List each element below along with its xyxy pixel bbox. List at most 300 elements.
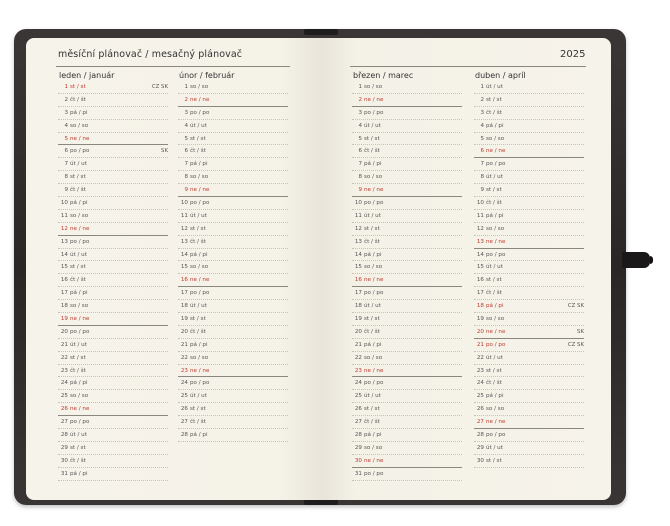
day-number: 19 bbox=[180, 316, 188, 323]
day-row[interactable] bbox=[474, 287, 584, 300]
weekday-label: st / st bbox=[190, 225, 206, 232]
weekday-label: čt / št bbox=[486, 290, 502, 297]
weekday-label: út / ut bbox=[486, 264, 503, 271]
weekday-label: pá / pi bbox=[364, 432, 382, 439]
weekday-label: po / po bbox=[190, 200, 210, 207]
day-number: 14 bbox=[60, 251, 68, 258]
weekday-label: so / so bbox=[486, 406, 505, 413]
day-number: 12 bbox=[180, 225, 188, 232]
weekday-label: st / st bbox=[70, 264, 86, 271]
day-row[interactable] bbox=[58, 120, 168, 133]
day-number: 4 bbox=[184, 122, 188, 129]
day-row[interactable] bbox=[474, 223, 584, 236]
weekday-label: út / ut bbox=[486, 84, 503, 90]
day-row[interactable] bbox=[58, 223, 168, 236]
day-number: 3 bbox=[64, 109, 68, 116]
day-row[interactable] bbox=[352, 184, 462, 197]
day-row[interactable] bbox=[352, 145, 462, 158]
day-row[interactable] bbox=[474, 120, 584, 133]
weekday-label: ne / ne bbox=[190, 277, 210, 284]
day-number: 18 bbox=[180, 303, 188, 310]
weekday-label: so / so bbox=[364, 444, 383, 451]
day-row[interactable] bbox=[58, 468, 168, 481]
weekday-label: út / ut bbox=[486, 354, 503, 361]
bookmark-ribbon bbox=[622, 252, 650, 268]
weekday-label: so / so bbox=[70, 393, 89, 400]
day-row[interactable] bbox=[474, 352, 584, 365]
day-row[interactable] bbox=[352, 403, 462, 416]
day-row[interactable] bbox=[352, 313, 462, 326]
month-column bbox=[352, 70, 462, 481]
day-row[interactable] bbox=[178, 158, 288, 171]
day-row[interactable] bbox=[352, 107, 462, 120]
day-number: 13 bbox=[180, 238, 188, 245]
day-row[interactable] bbox=[178, 94, 288, 107]
day-row[interactable] bbox=[474, 145, 584, 158]
day-row[interactable] bbox=[352, 377, 462, 390]
day-number: 23 bbox=[354, 367, 362, 374]
day-row[interactable] bbox=[474, 429, 584, 442]
day-number: 9 bbox=[64, 187, 68, 194]
day-row[interactable] bbox=[178, 236, 288, 249]
day-row[interactable] bbox=[58, 94, 168, 107]
day-row[interactable] bbox=[352, 120, 462, 133]
weekday-label: pá / pi bbox=[364, 341, 382, 348]
day-number: 3 bbox=[480, 109, 484, 116]
day-row[interactable] bbox=[352, 261, 462, 274]
day-row[interactable] bbox=[178, 287, 288, 300]
day-row[interactable] bbox=[352, 197, 462, 210]
day-row[interactable] bbox=[474, 300, 584, 313]
day-row[interactable] bbox=[178, 81, 288, 94]
day-number: 7 bbox=[480, 161, 484, 168]
day-row[interactable] bbox=[58, 158, 168, 171]
day-row[interactable] bbox=[352, 274, 462, 287]
weekday-label: st / st bbox=[486, 367, 502, 374]
weekday-label: st / st bbox=[70, 354, 86, 361]
day-row[interactable] bbox=[178, 145, 288, 158]
day-row[interactable] bbox=[178, 171, 288, 184]
day-row[interactable] bbox=[178, 416, 288, 429]
day-row[interactable] bbox=[474, 326, 584, 339]
day-number: 8 bbox=[358, 174, 362, 181]
day-row[interactable] bbox=[352, 429, 462, 442]
day-row[interactable] bbox=[58, 197, 168, 210]
day-row[interactable] bbox=[58, 313, 168, 326]
month-column bbox=[178, 70, 288, 442]
day-row[interactable] bbox=[474, 455, 584, 468]
weekday-label: ne / ne bbox=[190, 187, 210, 194]
day-row[interactable] bbox=[58, 107, 168, 120]
day-number: 5 bbox=[358, 135, 362, 142]
day-row[interactable] bbox=[352, 287, 462, 300]
day-row[interactable] bbox=[352, 365, 462, 378]
day-row[interactable] bbox=[178, 274, 288, 287]
day-number: 24 bbox=[180, 380, 188, 387]
day-row[interactable] bbox=[178, 184, 288, 197]
day-number: 16 bbox=[354, 277, 362, 284]
day-row[interactable] bbox=[178, 403, 288, 416]
day-row[interactable] bbox=[178, 300, 288, 313]
day-row[interactable] bbox=[474, 184, 584, 197]
day-row[interactable] bbox=[352, 171, 462, 184]
weekday-label: pá / pi bbox=[486, 393, 504, 400]
day-row[interactable] bbox=[352, 94, 462, 107]
day-row[interactable] bbox=[58, 184, 168, 197]
day-row[interactable] bbox=[352, 390, 462, 403]
day-number: 17 bbox=[60, 290, 68, 297]
weekday-label: út / ut bbox=[70, 161, 87, 168]
day-row[interactable] bbox=[178, 326, 288, 339]
weekday-label: st / st bbox=[70, 444, 86, 451]
day-row[interactable] bbox=[58, 300, 168, 313]
day-row[interactable] bbox=[178, 390, 288, 403]
day-row[interactable] bbox=[178, 261, 288, 274]
day-row[interactable] bbox=[58, 365, 168, 378]
day-number: 1 bbox=[480, 84, 484, 90]
day-number: 15 bbox=[180, 264, 188, 271]
weekday-label: pá / pi bbox=[364, 251, 382, 258]
weekday-label: út / ut bbox=[70, 341, 87, 348]
elastic-strap-top bbox=[304, 29, 338, 35]
weekday-label: st / st bbox=[486, 277, 502, 284]
day-row[interactable] bbox=[178, 210, 288, 223]
day-number: 2 bbox=[358, 96, 362, 103]
day-number: 3 bbox=[358, 109, 362, 116]
day-number: 10 bbox=[354, 200, 362, 207]
day-number: 8 bbox=[64, 174, 68, 181]
day-number: 25 bbox=[476, 393, 484, 400]
day-number: 26 bbox=[354, 406, 362, 413]
day-number: 29 bbox=[476, 444, 484, 451]
day-row[interactable] bbox=[58, 274, 168, 287]
day-row[interactable] bbox=[352, 326, 462, 339]
day-row[interactable] bbox=[58, 403, 168, 416]
weekday-label: ne / ne bbox=[364, 457, 384, 464]
day-row[interactable] bbox=[58, 81, 168, 94]
weekday-label: út / ut bbox=[486, 444, 503, 451]
weekday-label: po / po bbox=[190, 109, 210, 116]
day-row[interactable] bbox=[474, 313, 584, 326]
day-row[interactable] bbox=[178, 249, 288, 262]
day-number: 30 bbox=[476, 457, 484, 464]
day-row[interactable] bbox=[474, 261, 584, 274]
day-row[interactable] bbox=[178, 223, 288, 236]
weekday-label: st / st bbox=[190, 316, 206, 323]
weekday-label: ne / ne bbox=[364, 277, 384, 284]
day-row[interactable] bbox=[474, 210, 584, 223]
day-number: 5 bbox=[184, 135, 188, 142]
weekday-label: ne / ne bbox=[364, 367, 384, 374]
weekday-label: pá / pi bbox=[364, 161, 382, 168]
day-row[interactable] bbox=[58, 171, 168, 184]
weekday-label: ne / ne bbox=[364, 187, 384, 194]
weekday-label: ne / ne bbox=[190, 367, 210, 374]
day-row[interactable] bbox=[178, 365, 288, 378]
weekday-label: ne / ne bbox=[70, 406, 90, 413]
day-number: 2 bbox=[480, 96, 484, 103]
weekday-label: ne / ne bbox=[70, 225, 90, 232]
day-row[interactable] bbox=[474, 107, 584, 120]
day-number: 27 bbox=[60, 419, 68, 426]
day-row[interactable] bbox=[352, 133, 462, 146]
weekday-label: út / ut bbox=[70, 432, 87, 439]
weekday-label: út / ut bbox=[190, 393, 207, 400]
day-row[interactable] bbox=[474, 403, 584, 416]
day-number: 31 bbox=[60, 470, 68, 477]
day-row[interactable] bbox=[58, 352, 168, 365]
day-row[interactable] bbox=[352, 236, 462, 249]
weekday-label: st / st bbox=[190, 406, 206, 413]
day-number: 20 bbox=[60, 328, 68, 335]
day-number: 6 bbox=[480, 148, 484, 155]
day-row[interactable] bbox=[58, 429, 168, 442]
weekday-label: so / so bbox=[70, 212, 89, 219]
day-row[interactable] bbox=[352, 442, 462, 455]
day-number: 20 bbox=[354, 328, 362, 335]
day-row[interactable] bbox=[58, 326, 168, 339]
weekday-label: po / po bbox=[190, 380, 210, 387]
day-row[interactable] bbox=[178, 339, 288, 352]
day-row[interactable] bbox=[178, 197, 288, 210]
day-row[interactable] bbox=[474, 249, 584, 262]
day-number: 9 bbox=[480, 187, 484, 194]
day-number: 14 bbox=[354, 251, 362, 258]
day-row[interactable] bbox=[352, 223, 462, 236]
weekday-label: čt / št bbox=[486, 200, 502, 207]
weekday-label: po / po bbox=[486, 432, 506, 439]
day-number: 9 bbox=[358, 187, 362, 194]
weekday-label: ne / ne bbox=[190, 96, 210, 103]
day-row[interactable] bbox=[178, 107, 288, 120]
day-number: 23 bbox=[476, 367, 484, 374]
day-row[interactable] bbox=[178, 352, 288, 365]
weekday-label: čt / št bbox=[70, 367, 86, 374]
day-number: 7 bbox=[64, 161, 68, 168]
day-row[interactable] bbox=[474, 81, 584, 94]
day-number: 13 bbox=[354, 238, 362, 245]
day-number: 10 bbox=[180, 200, 188, 207]
day-number: 10 bbox=[476, 200, 484, 207]
day-number: 28 bbox=[180, 432, 188, 439]
bookmark-ribbon-tip bbox=[650, 256, 653, 264]
day-number: 11 bbox=[60, 212, 68, 219]
day-number: 14 bbox=[180, 251, 188, 258]
day-row[interactable] bbox=[178, 133, 288, 146]
day-number: 11 bbox=[354, 212, 362, 219]
holiday-note: SK bbox=[161, 148, 168, 155]
weekday-label: út / ut bbox=[190, 212, 207, 219]
weekday-label: čt / št bbox=[190, 328, 206, 335]
weekday-label: pá / pi bbox=[486, 212, 504, 219]
day-number: 24 bbox=[60, 380, 68, 387]
weekday-label: st / st bbox=[364, 135, 380, 142]
weekday-label: st / st bbox=[190, 135, 206, 142]
day-row[interactable] bbox=[352, 352, 462, 365]
day-row[interactable] bbox=[474, 390, 584, 403]
day-row[interactable] bbox=[474, 442, 584, 455]
day-row[interactable] bbox=[58, 261, 168, 274]
day-row[interactable] bbox=[352, 300, 462, 313]
month-heading: leden / január bbox=[59, 71, 115, 80]
day-row[interactable] bbox=[474, 158, 584, 171]
day-row[interactable] bbox=[352, 210, 462, 223]
day-number: 22 bbox=[60, 354, 68, 361]
day-number: 25 bbox=[180, 393, 188, 400]
day-row[interactable] bbox=[58, 287, 168, 300]
day-number: 23 bbox=[180, 367, 188, 374]
month-heading: duben / apríl bbox=[475, 71, 526, 80]
day-number: 28 bbox=[60, 432, 68, 439]
day-number: 1 bbox=[358, 84, 362, 90]
day-row[interactable] bbox=[178, 120, 288, 133]
holiday-note: CZ SK bbox=[151, 84, 168, 90]
weekday-label: čt / št bbox=[364, 148, 380, 155]
day-number: 19 bbox=[476, 316, 484, 323]
weekday-label: so / so bbox=[364, 354, 383, 361]
weekday-label: po / po bbox=[364, 380, 384, 387]
day-number: 9 bbox=[184, 187, 188, 194]
day-row[interactable] bbox=[178, 429, 288, 442]
weekday-label: so / so bbox=[190, 174, 209, 181]
weekday-label: st / st bbox=[364, 225, 380, 232]
day-number: 5 bbox=[480, 135, 484, 142]
weekday-label: so / so bbox=[190, 354, 209, 361]
day-number: 2 bbox=[184, 96, 188, 103]
weekday-label: čt / št bbox=[364, 238, 380, 245]
day-number: 18 bbox=[354, 303, 362, 310]
weekday-label: po / po bbox=[70, 148, 90, 155]
weekday-label: po / po bbox=[364, 200, 384, 207]
weekday-label: st / st bbox=[70, 84, 86, 90]
weekday-label: ne / ne bbox=[364, 96, 384, 103]
day-number: 23 bbox=[60, 367, 68, 374]
day-number: 2 bbox=[64, 96, 68, 103]
day-row[interactable] bbox=[178, 377, 288, 390]
weekday-label: pá / pi bbox=[70, 200, 88, 207]
day-number: 21 bbox=[180, 341, 188, 348]
day-row[interactable] bbox=[474, 365, 584, 378]
weekday-label: út / ut bbox=[486, 174, 503, 181]
day-row[interactable] bbox=[474, 236, 584, 249]
day-number: 16 bbox=[180, 277, 188, 284]
weekday-label: so / so bbox=[70, 122, 89, 129]
day-number: 26 bbox=[180, 406, 188, 413]
weekday-label: po / po bbox=[190, 290, 210, 297]
day-number: 13 bbox=[60, 238, 68, 245]
day-row[interactable] bbox=[58, 455, 168, 468]
day-row[interactable] bbox=[58, 390, 168, 403]
weekday-label: pá / pi bbox=[70, 380, 88, 387]
weekday-label: čt / št bbox=[364, 328, 380, 335]
day-row[interactable] bbox=[58, 442, 168, 455]
day-row[interactable] bbox=[58, 416, 168, 429]
day-row[interactable] bbox=[58, 236, 168, 249]
weekday-label: so / so bbox=[364, 174, 383, 181]
day-number: 20 bbox=[476, 328, 484, 335]
day-row[interactable] bbox=[352, 249, 462, 262]
day-number: 19 bbox=[60, 316, 68, 323]
weekday-label: st / st bbox=[486, 457, 502, 464]
year-label: 2025 bbox=[560, 49, 586, 60]
day-number: 15 bbox=[354, 264, 362, 271]
day-number: 4 bbox=[64, 122, 68, 129]
weekday-label: so / so bbox=[190, 84, 209, 90]
weekday-label: ne / ne bbox=[486, 328, 506, 335]
weekday-label: po / po bbox=[364, 290, 384, 297]
weekday-label: pá / pi bbox=[190, 161, 208, 168]
weekday-label: so / so bbox=[486, 316, 505, 323]
day-row[interactable] bbox=[474, 171, 584, 184]
weekday-label: po / po bbox=[364, 470, 384, 477]
day-number: 22 bbox=[180, 354, 188, 361]
day-row[interactable] bbox=[58, 377, 168, 390]
day-number: 17 bbox=[180, 290, 188, 297]
day-number: 6 bbox=[184, 148, 188, 155]
day-number: 28 bbox=[476, 432, 484, 439]
weekday-label: pá / pi bbox=[70, 290, 88, 297]
day-row[interactable] bbox=[352, 468, 462, 481]
day-row[interactable] bbox=[352, 339, 462, 352]
weekday-label: ne / ne bbox=[70, 135, 90, 142]
day-number: 12 bbox=[354, 225, 362, 232]
weekday-label: so / so bbox=[364, 84, 383, 90]
weekday-label: po / po bbox=[70, 238, 90, 245]
day-number: 6 bbox=[64, 148, 68, 155]
day-number: 1 bbox=[184, 84, 188, 90]
weekday-label: út / ut bbox=[70, 251, 87, 258]
day-number: 27 bbox=[476, 419, 484, 426]
weekday-label: pá / pi bbox=[190, 341, 208, 348]
weekday-label: čt / št bbox=[486, 109, 502, 116]
day-row[interactable] bbox=[58, 210, 168, 223]
weekday-label: po / po bbox=[486, 161, 506, 168]
weekday-label: po / po bbox=[70, 419, 90, 426]
day-row[interactable] bbox=[352, 416, 462, 429]
day-row[interactable] bbox=[474, 377, 584, 390]
day-row[interactable] bbox=[474, 416, 584, 429]
day-number: 6 bbox=[358, 148, 362, 155]
day-row[interactable] bbox=[352, 81, 462, 94]
weekday-label: út / ut bbox=[364, 212, 381, 219]
weekday-label: pá / pi bbox=[70, 470, 88, 477]
holiday-note: CZ SK bbox=[567, 341, 584, 348]
day-row[interactable] bbox=[474, 94, 584, 107]
day-row[interactable] bbox=[474, 133, 584, 146]
day-row[interactable] bbox=[474, 274, 584, 287]
day-row[interactable] bbox=[352, 455, 462, 468]
day-row[interactable] bbox=[58, 133, 168, 146]
day-row[interactable] bbox=[178, 313, 288, 326]
day-number: 27 bbox=[180, 419, 188, 426]
day-row[interactable] bbox=[58, 339, 168, 352]
day-number: 21 bbox=[354, 341, 362, 348]
day-row[interactable] bbox=[474, 197, 584, 210]
day-number: 18 bbox=[60, 303, 68, 310]
day-row[interactable] bbox=[58, 249, 168, 262]
day-number: 14 bbox=[476, 251, 484, 258]
weekday-label: so / so bbox=[190, 264, 209, 271]
day-number: 7 bbox=[358, 161, 362, 168]
day-number: 18 bbox=[476, 303, 484, 310]
weekday-label: ne / ne bbox=[70, 316, 90, 323]
weekday-label: po / po bbox=[364, 109, 384, 116]
weekday-label: pá / pi bbox=[486, 122, 504, 129]
day-row[interactable] bbox=[352, 158, 462, 171]
weekday-label: pá / pi bbox=[190, 251, 208, 258]
day-row[interactable] bbox=[58, 145, 168, 158]
day-row[interactable] bbox=[474, 339, 584, 352]
